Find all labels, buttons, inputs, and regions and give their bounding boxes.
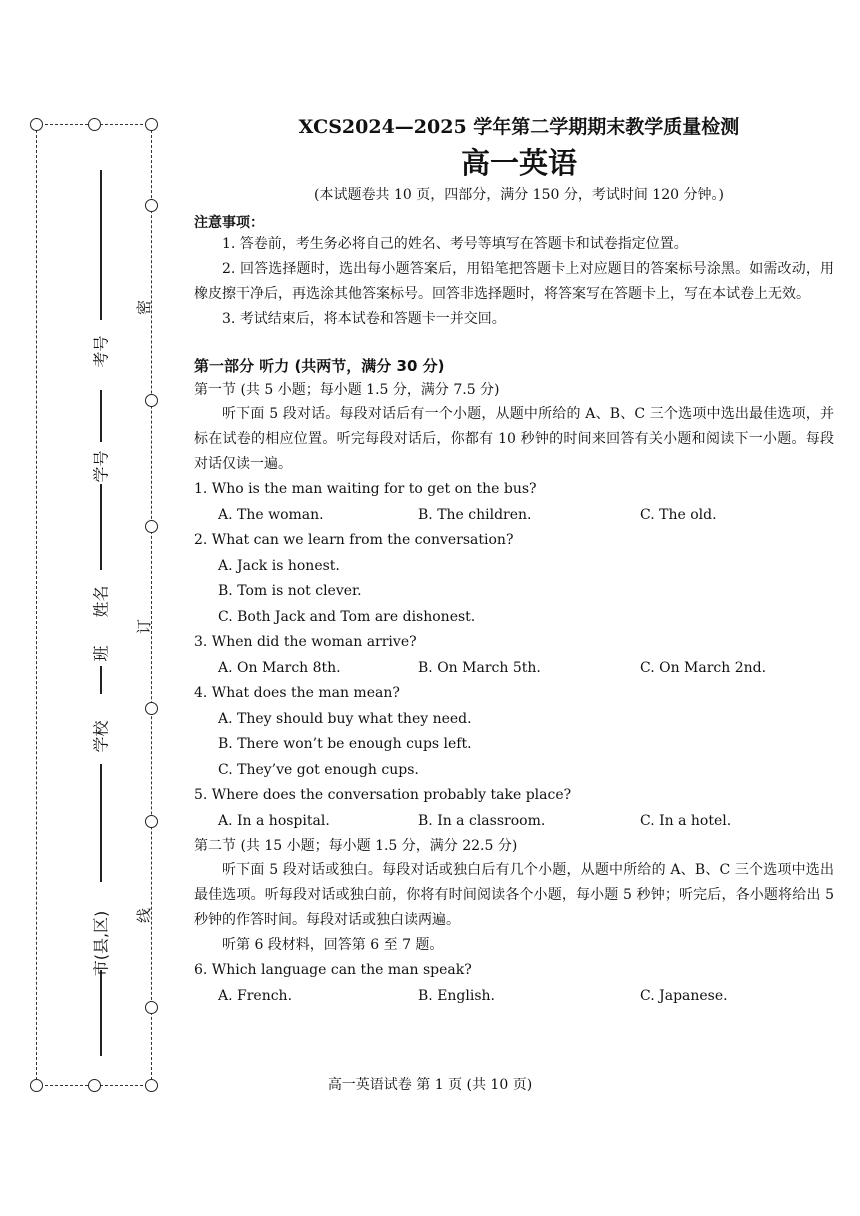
option-c: C. In a hotel. [640,812,732,829]
student-number-label: 学号 [91,450,111,483]
material-note: 听第 6 段材料，回答第 6 至 7 题。 [222,937,444,953]
binding-hole [88,118,101,131]
question-stem: 3. When did the woman arrive? [194,634,417,650]
question-stem: 6. Which language can the man speak? [194,962,472,978]
option-c: C. Both Jack and Tom are dishonest. [218,608,476,625]
binding-hole [145,702,158,715]
section1-instructions: 听下面 5 段对话。每段对话后有一个小题，从题中所给的 A、B、C 三个选项中选出最佳选项，并标在试卷的相应位置。听完每段对话后，你都有 10 秒钟的时间来回答有关小题和阅读下一小题。每段对话仅读一遍。 [194,406,834,472]
binding-hole [145,520,158,533]
binding-hole [145,199,158,212]
question-options [194,809,834,835]
option-a: A. On March 8th. [218,659,341,676]
exam-note: (本试题卷共 10 页，四部分，满分 150 分，考试时间 120 分钟。) [314,187,724,203]
option-b: B. The children. [418,506,532,523]
notice-item: 1. 答卷前，考生务必将自己的姓名、考号等填写在答题卡和试卷指定位置。 [222,236,688,252]
option-c: C. On March 2nd. [640,659,767,676]
seal-char-ding: 订 [135,618,154,635]
option-a: A. French. [218,987,293,1004]
name-line[interactable] [100,484,102,570]
option-b: B. There won’t be enough cups left. [218,736,472,752]
section2-instructions: 听下面 5 段对话或独白。每段对话或独白后有几个小题，从题中所给的 A、B、C 三个选项中选出最佳选项。听每段对话或独白前，你将有时间阅读各个小题，每小题 5 秒钟；听完后，各小题将给出 5 秒钟的作答时间。每段对话或独白读两遍。 [194,862,834,928]
student-number-line[interactable] [100,390,102,442]
section2-title: 第二节 (共 15 小题；每小题 1.5 分，满分 22.5 分) [194,838,518,854]
option-a: A. The woman. [218,506,324,523]
name-label: 姓名 [91,585,111,618]
option-b: B. Tom is not clever. [218,583,362,599]
question-stem: 2. What can we learn from the conversation? [194,532,514,548]
question-stem: 4. What does the man mean? [194,685,400,701]
binding-hole [145,1001,158,1014]
exam-page-content [194,112,834,1009]
city-label: 市(县,区) [91,910,111,977]
option-a: A. Jack is honest. [218,557,340,574]
question-stem: 5. Where does the conversation probably take place? [194,787,572,803]
option-c: C. They’ve got enough cups. [218,761,419,778]
exam-title: XCS2024—2025 学年第二学期期末教学质量检测 [298,116,740,138]
option-b: B. In a classroom. [418,812,546,829]
page-footer: 高一英语试卷 第 1 页 (共 10 页) [327,1077,533,1093]
question-stem: 1. Who is the man waiting for to get on the bus? [194,481,537,497]
school-label: 学校 [91,720,111,753]
option-c: C. The old. [640,506,717,523]
question-options [194,984,834,1010]
section1-title: 第一节 (共 5 小题；每小题 1.5 分，满分 7.5 分) [194,382,500,398]
school-line[interactable] [100,764,102,882]
notice-item: 3. 考试结束后，将本试卷和答题卡一并交回。 [222,311,506,327]
notice-item: 2. 回答选择题时，选出每小题答案后，用铅笔把答题卡上对应题目的答案标号涂黑。如需改动，用橡皮擦干净后，再选涂其他答案标号。回答非选择题时，将答案写在答题卡上，写在本试卷上无效。 [194,261,834,302]
option-c: C. Japanese. [640,987,728,1004]
question-options [194,656,834,682]
question-options [194,503,834,529]
option-a: A. They should buy what they need. [218,710,472,727]
class-label: 班 [91,645,111,662]
exam-number-label: 考号 [91,335,111,368]
part1-title: 第一部分 听力 (共两节，满分 30 分) [194,357,445,375]
binding-right-dash [151,130,152,1080]
subject-title: 高一英语 [460,146,577,180]
seal-char-mi: 密 [135,299,154,316]
option-a: A. In a hospital. [218,812,330,829]
binding-hole [145,394,158,407]
option-b: B. English. [418,987,495,1004]
binding-hole [145,815,158,828]
exam-number-line[interactable] [100,170,102,320]
binding-hole [145,118,158,131]
binding-hole [30,118,43,131]
notice-title: 注意事项： [194,215,264,231]
binding-left-dash [36,130,37,1080]
seal-char-xian: 线 [135,907,154,924]
option-b: B. On March 5th. [418,659,541,676]
